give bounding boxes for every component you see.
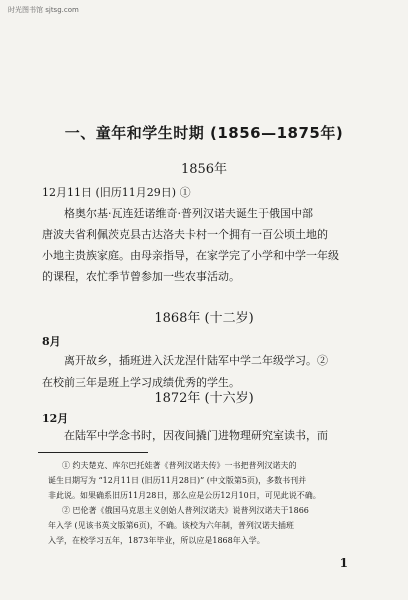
- footnote-line: 诞生日期写为 “12月11日 (旧历11月28日)” (中文版第5页)，多数书刊并: [48, 476, 307, 485]
- paragraph-line: 的课程，农忙季节曾参加一些农事活动。: [42, 270, 240, 283]
- paragraph-line: 唐波夫省利佩茨克县古达洛夫卡村一个拥有一百公顷土地的: [42, 228, 328, 241]
- paragraph-line: 在陆军中学念书时，因夜间撬门进物理研究室读书，而: [64, 429, 328, 442]
- footnote-rule: [38, 452, 148, 453]
- year-heading-1872-text: 1872年 (十六岁): [154, 391, 254, 406]
- footnote-line: ① 约夫楚克、库尔巴托娃著《普列汉诺夫传》一书把普列汉诺夫的: [62, 461, 297, 470]
- date-line: 12月11日 (旧历11月29日) ①: [42, 186, 191, 199]
- footnote-line: ② 巴伦著《俄国马克思主义创始人普列汉诺夫》说普列汉诺夫于1866: [62, 506, 309, 515]
- watermark: 时光图书馆 sjtsg.com: [8, 6, 79, 14]
- month-label: 12月: [42, 412, 69, 425]
- footnote-line: 非此说。如果确系旧历11月28日，那么应是公历12月10日，可见此说不确。: [48, 491, 321, 500]
- paragraph-line: 格奥尔基·瓦连廷诺维奇·普列汉诺夫诞生于俄国中部: [64, 207, 313, 220]
- paragraph-line: 在校前三年是班上学习成绩优秀的学生。: [42, 376, 240, 389]
- paragraph-line: 小地主贵族家庭。由母亲指导，在家学完了小学和中学一年级: [42, 249, 339, 262]
- footnote-line: 入学，在校学习五年，1873年毕业，所以应是1868年入学。: [48, 536, 265, 545]
- chapter-title: 一、童年和学生时期 (1856—1875年): [64, 124, 344, 142]
- year-heading-1868: 1868年 (十二岁): [154, 311, 254, 326]
- footnote-line: 年入学 (见该书英文版第6页)，不确。该校为六年制，普列汉诺夫插班: [48, 521, 294, 530]
- year-heading-1856: 1856年: [180, 162, 228, 177]
- paragraph-line: 离开故乡，插班进入沃龙涅什陆军中学二年级学习。②: [64, 354, 328, 367]
- page-number: 1: [339, 556, 348, 570]
- month-label: 8月: [42, 335, 61, 348]
